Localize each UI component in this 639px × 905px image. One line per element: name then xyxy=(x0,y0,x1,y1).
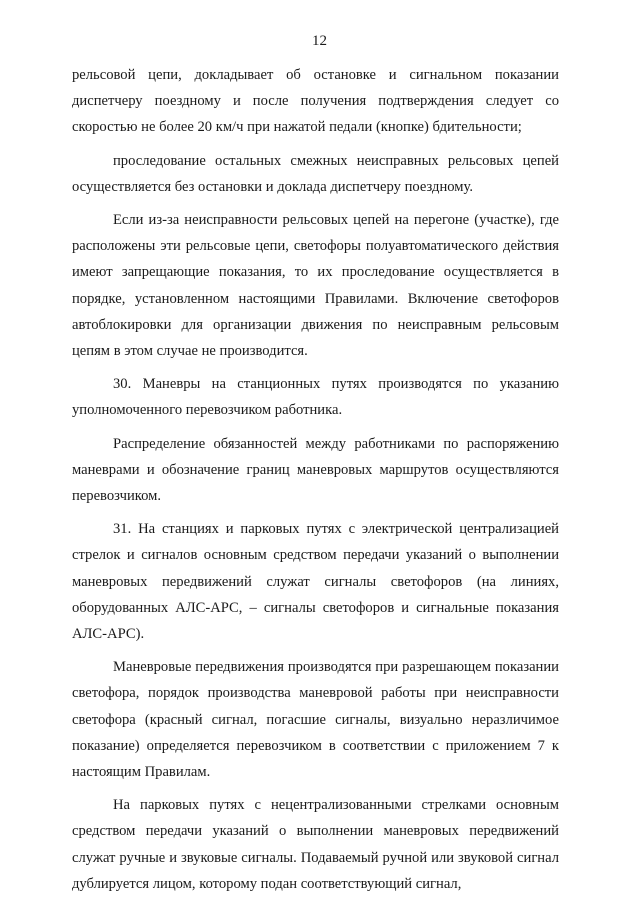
paragraph-continuation: рельсовой цепи, докладывает об остановке и сигнальном показании диспетчеру поездному и после получения подтверждения следует со скоростью не более 20 км/ч при нажатой педали (кнопке) бдительности; xyxy=(72,67,559,136)
paragraph: Распределение обязанностей между работниками по распоряжению маневрами и обозначение границ маневровых маршрутов осуществляются перевозчиком. xyxy=(72,435,559,505)
paragraph: Если из-за неисправности рельсовых цепей на перегоне (участке), где расположены эти рельсовые цепи, светофоры полуавтоматического действия имеют запрещающие показания, то их проследование осуществляется в порядке, установленном настоящими Правилами. Включение светофоров автоблокировки для организации движения по неисправным рельсовым цепям в этом случае не производится. xyxy=(72,212,559,360)
paragraph: На парковых путях с нецентрализованными стрелками основным средством передачи указаний о выполнении маневровых передвижений служат ручные и звуковые сигналы. Подаваемый ручной или звуковой сигнал дублируется лицом, которому подан соответствующий сигнал, xyxy=(72,797,559,892)
document-body xyxy=(72,62,559,897)
paragraph-item-30: 30. Маневры на станционных путях производятся по указанию уполномоченного перевозчиком работника. xyxy=(72,376,559,419)
paragraph: Маневровые передвижения производятся при разрешающем показании светофора, порядок производства маневровой работы при неисправности светофора (красный сигнал, погасшие сигналы, визуально неразличимое показание) определяется перевозчиком в соответствии с приложением 7 к настоящим Правилам. xyxy=(72,659,559,781)
paragraph-item-31: 31. На станциях и парковых путях с электрической централизацией стрелок и сигналов основным средством передачи указаний о выполнении маневровых передвижений служат сигналы светофоров (на линиях, оборудованных АЛС-АРС, – сигналы светофоров и сигнальные показания АЛС-АРС). xyxy=(72,521,559,643)
page-number: 12 xyxy=(312,33,327,49)
paragraph: проследование остальных смежных неисправных рельсовых цепей осуществляется без остановки и доклада диспетчеру поездному. xyxy=(72,152,559,195)
